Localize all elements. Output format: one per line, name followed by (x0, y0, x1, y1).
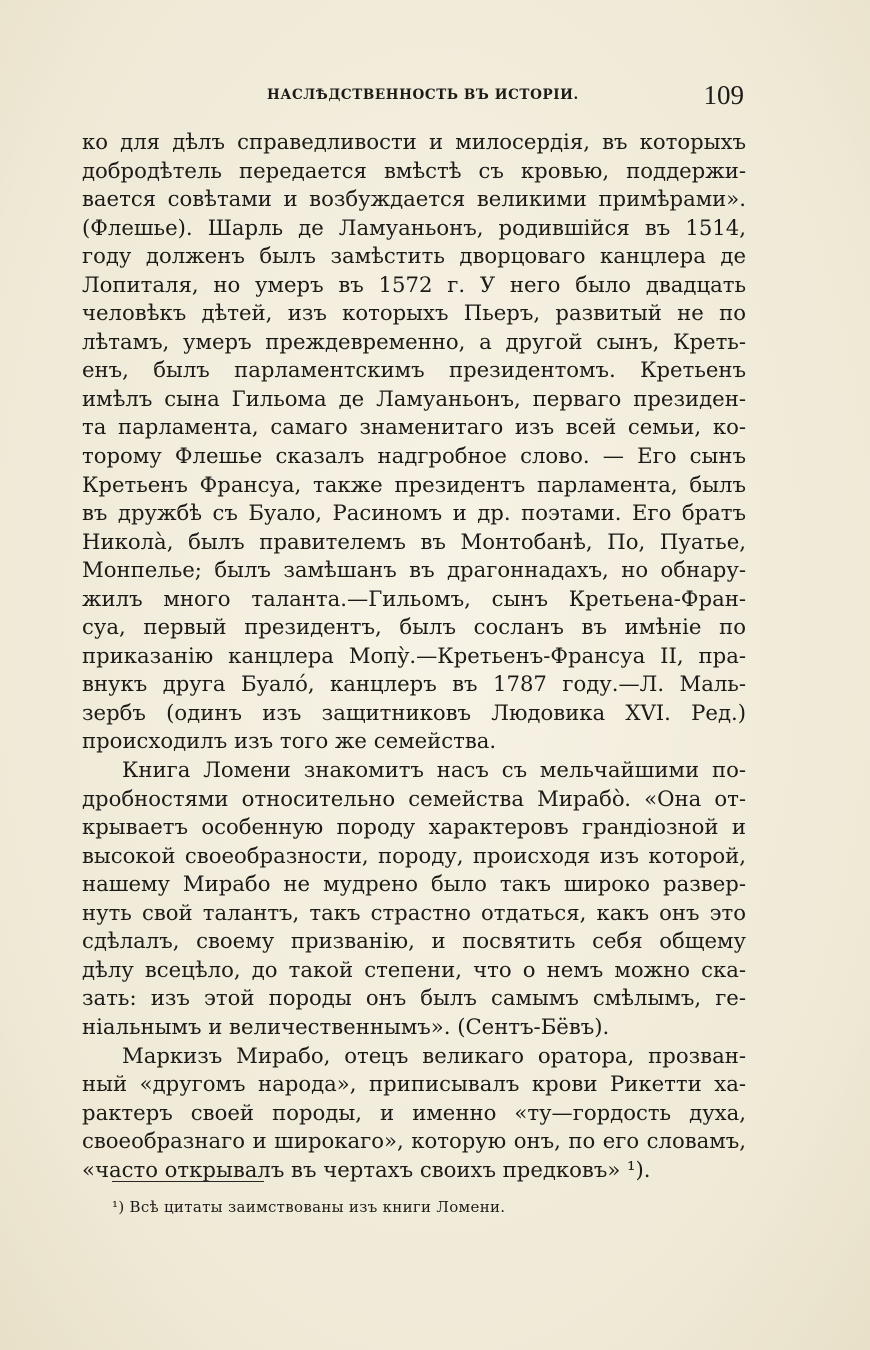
text-line: нашему Мирабо не мудрено было такъ широко развер- (82, 871, 746, 897)
text-line: сдѣлалъ, своему призванію, и посвятить себя общему (82, 928, 746, 954)
text-line: Книга Ломени знакомитъ насъ съ мельчайшими по- (122, 757, 746, 783)
text-line: въ дружбѣ съ Буало, Расиномъ и др. поэтами. Его братъ (82, 500, 746, 526)
text-line: добродѣтель передается вмѣстѣ съ кровью, поддержи- (82, 157, 746, 183)
text-line: жилъ много таланта.—Гильомъ, сынъ Кретьена-Фран- (82, 585, 746, 611)
footnote-divider (112, 1181, 264, 1182)
text-line: ный «другомъ народа», приписывалъ крови Рикетти ха- (82, 1071, 746, 1097)
text-line: дѣлу всецѣло, до такой степени, что о немъ можно ска- (82, 956, 746, 982)
text-line: Лопиталя, но умеръ въ 1572 г. У него было двадцать (82, 271, 746, 297)
paragraph (82, 1042, 746, 1185)
text-line: происходилъ изъ того же семейства. (82, 728, 497, 754)
text-line: (Флешье). Шарль де Ламуаньонъ, родившійся въ 1514, (82, 214, 746, 240)
page-header (82, 80, 744, 120)
text-line: вается совѣтами и возбуждается великими примѣрами». (82, 186, 746, 212)
text-line: ніальнымъ и величественнымъ». (Сентъ-Бёвъ). (82, 1013, 610, 1039)
text-line: рактеръ своей породы, и именно «ту—гордость духа, (82, 1099, 746, 1125)
text-line: человѣкъ дѣтей, изъ которыхъ Пьеръ, развитый не по (82, 300, 746, 326)
text-line: дробностями относительно семейства Мирабò. «Она от- (82, 785, 746, 811)
text-line: торому Флешье сказалъ надгробное слово. — Его сынъ (82, 443, 746, 469)
text-line: своеобразнаго и широкаго», которую онъ, по его словамъ, (82, 1128, 746, 1154)
text-line: та парламента, самаго знаменитаго изъ всей семьи, ко- (82, 414, 746, 440)
text-line: Кретьенъ Франсуа, также президентъ парламента, былъ (82, 471, 746, 497)
text-line: Монпелье; былъ замѣшанъ въ драгоннадахъ, но обнару- (82, 557, 746, 583)
text-line: лѣтамъ, умеръ преждевременно, а другой сынъ, Креть- (82, 328, 746, 354)
text-line: высокой своеобразности, породу, происходя изъ которой, (82, 842, 746, 868)
text-line: Николà, былъ правителемъ въ Монтобанѣ, По, Пуатье, (82, 528, 746, 554)
text-line: крываетъ особенную породу характеровъ грандіозной и (82, 814, 746, 840)
text-line: зать: изъ этой породы онъ былъ самымъ смѣлымъ, ге- (82, 985, 746, 1011)
text-line: Маркизъ Мирабо, отецъ великаго оратора, прозван- (122, 1042, 746, 1068)
text-line: нуть свой талантъ, такъ страстно отдаться, какъ онъ это (82, 899, 746, 925)
text-line: суа, первый президентъ, былъ сосланъ въ имѣніе по (82, 614, 746, 640)
text-line: енъ, былъ парламентскимъ президентомъ. Кретьенъ (82, 357, 746, 383)
text-line: «часто открывалъ въ чертахъ своихъ предковъ» ¹). (82, 1156, 651, 1182)
text-line: имѣлъ сына Гильома де Ламуаньонъ, перваго президен- (82, 385, 746, 411)
footnote-text: Всѣ цитаты заимствованы изъ книги Ломени. (129, 1198, 506, 1216)
text-line: ко для дѣлъ справедливости и милосердія, въ которыхъ (82, 129, 746, 154)
running-head: НАСЛѢДСТВЕННОСТЬ ВЪ ИСТОРІИ. (267, 87, 579, 103)
footnote (112, 1198, 505, 1216)
page-number: 109 (703, 80, 744, 110)
text-line: внукъ друга Буалó, канцлеръ въ 1787 году.—Л. Маль- (82, 671, 746, 697)
text-line: приказанію канцлера Мопỳ.—Кретьенъ-Франсуа II, пра- (82, 642, 746, 668)
footnote-marker: ¹) (112, 1198, 125, 1216)
text-line: зербъ (одинъ изъ защитниковъ Людовика XVI. Ред.) (82, 699, 746, 725)
paragraph (82, 756, 746, 1041)
text-line: году долженъ былъ замѣстить дворцоваго канцлера де (82, 243, 746, 269)
paragraph (82, 128, 746, 756)
body-text (82, 128, 746, 1184)
